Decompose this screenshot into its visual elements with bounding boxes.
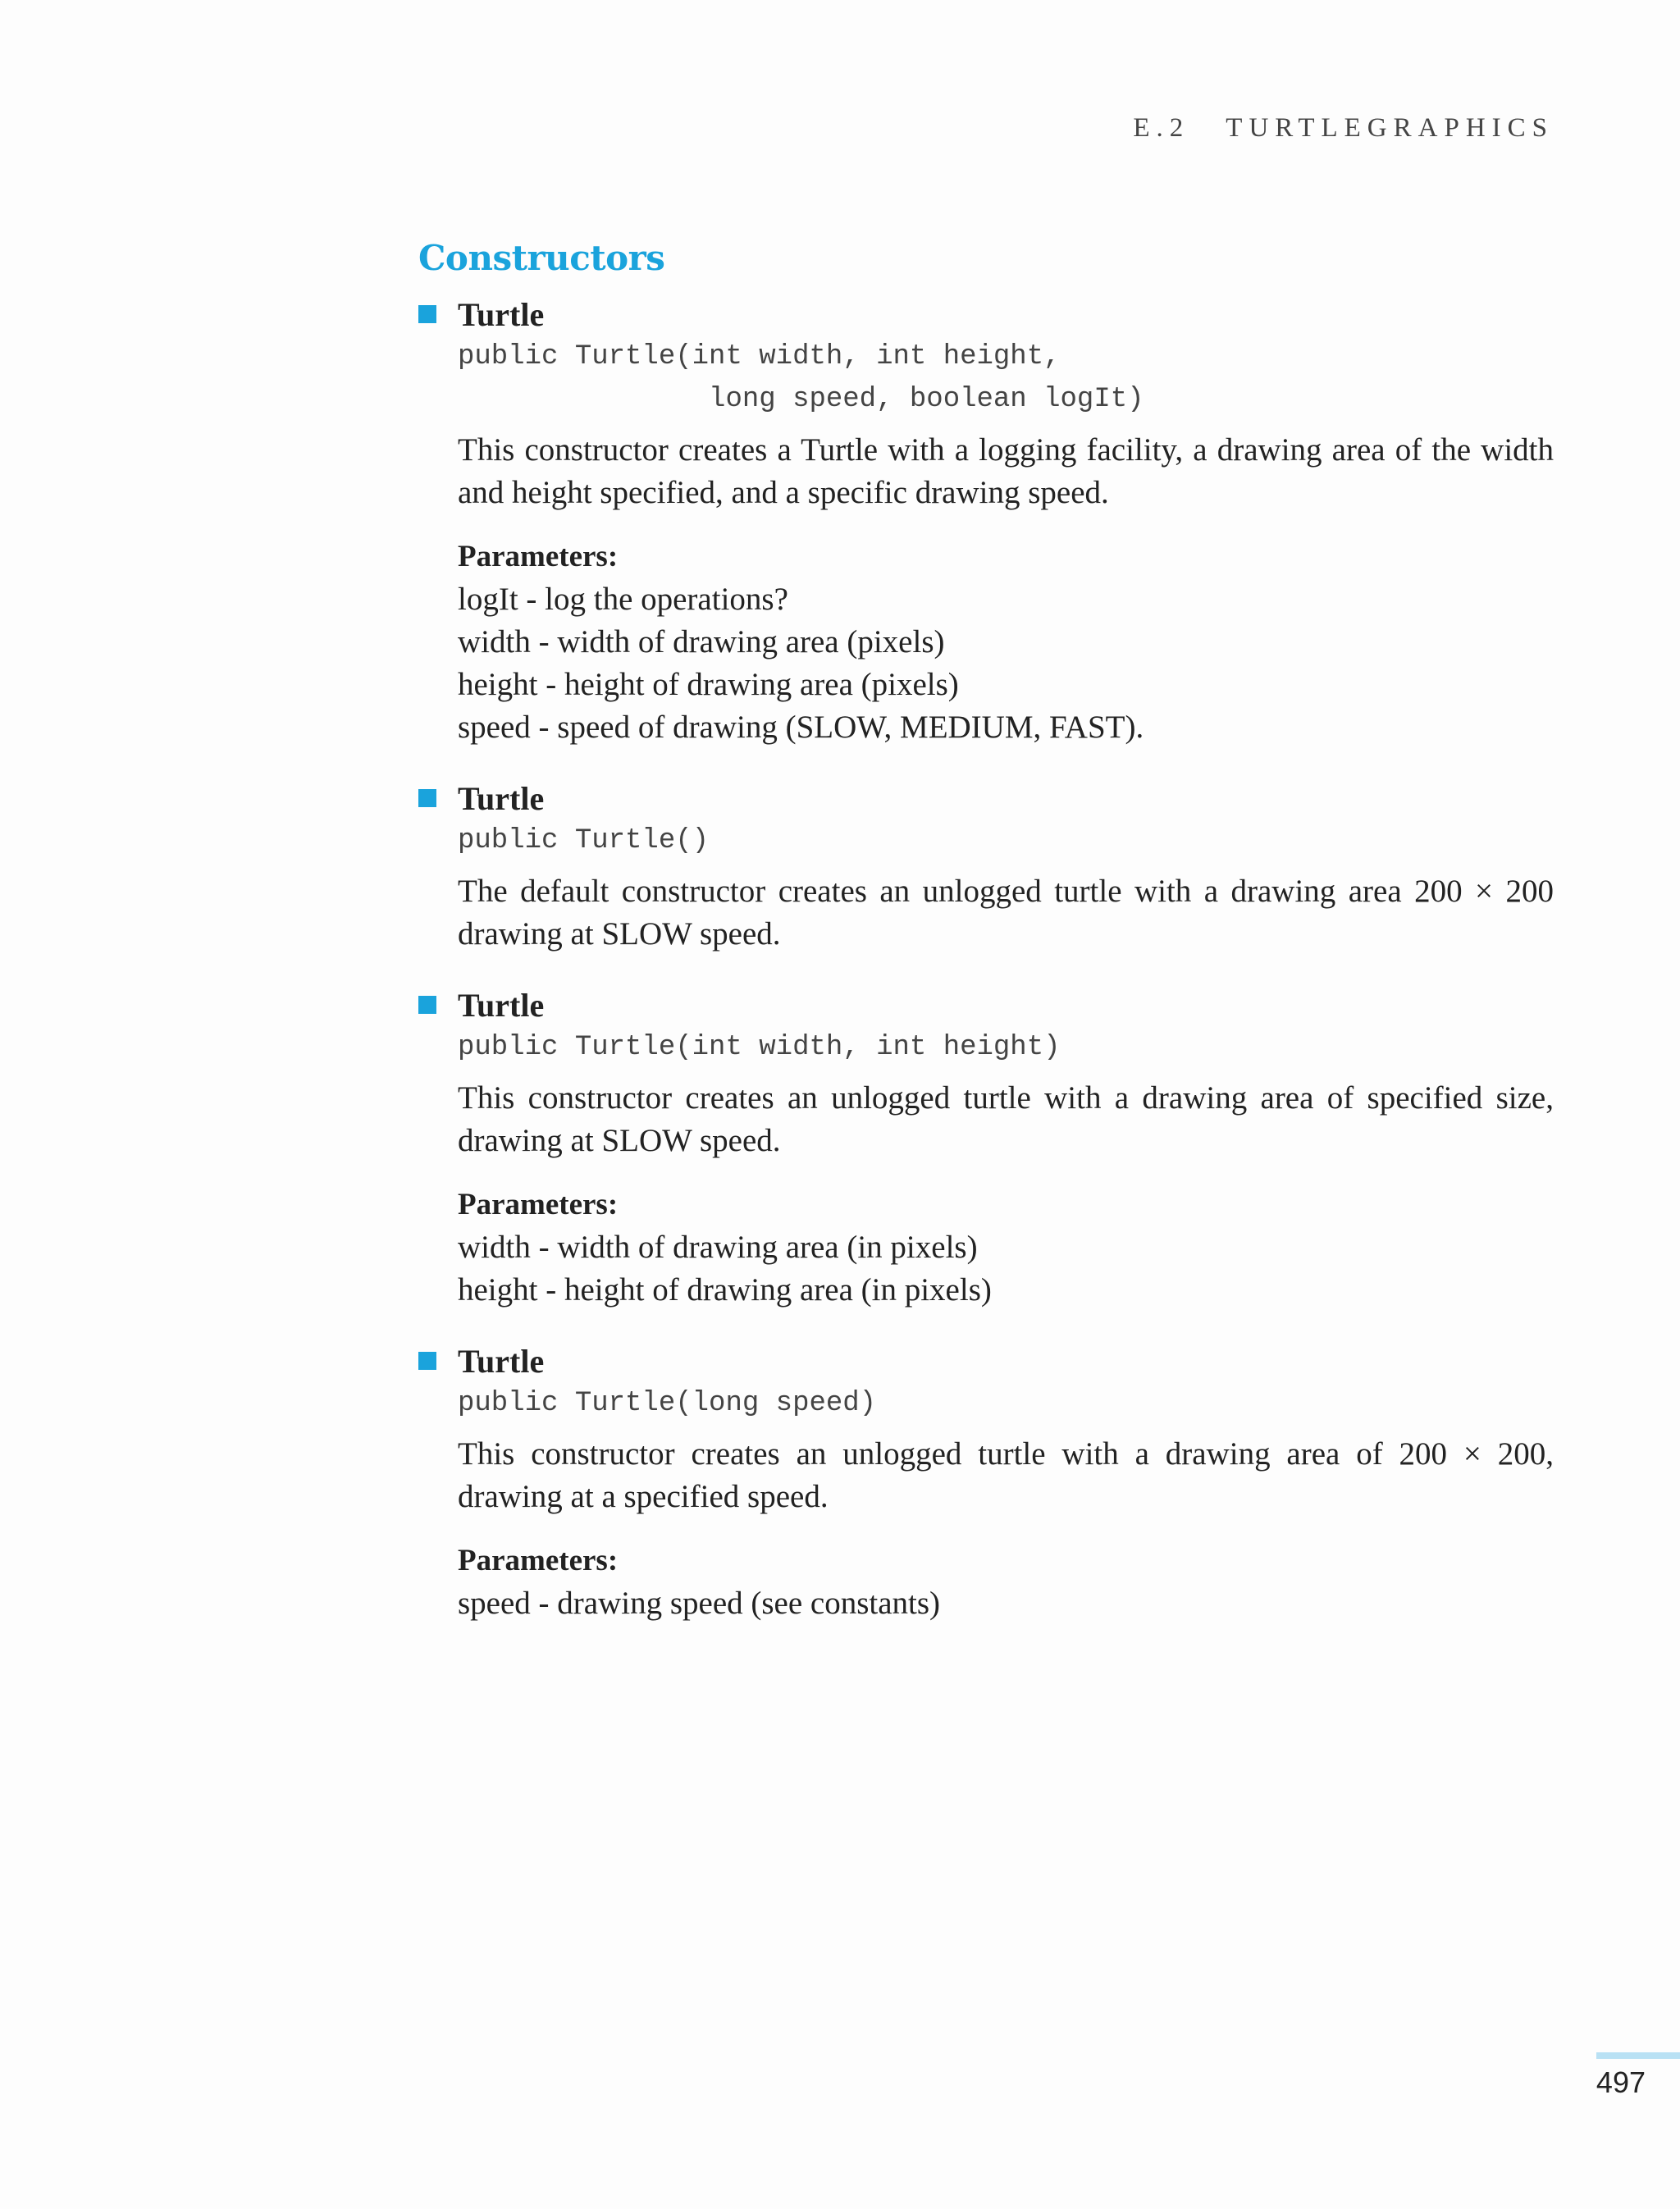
entry-name: Turtle [458,295,545,333]
code-signature-line: public Turtle(int width, int height, [458,341,1061,372]
parameter-line: speed - drawing speed (see constants) [458,1586,941,1621]
entry-description: This constructor creates a Turtle with a logging facility, a drawing area of the width and height specified, and a specific drawing speed. [458,432,1554,510]
constructor-entry [418,984,1554,1312]
page-number: 497 [1596,2065,1646,2099]
square-bullet-icon [418,1352,436,1370]
entry-name: Turtle [458,1342,545,1380]
entry-body [418,1382,1554,1625]
page-content [418,238,1554,1653]
entry-name: Turtle [458,779,545,817]
parameter-line: logIt - log the operations? [458,582,788,617]
entry-description: This constructor creates an unlogged turtle with a drawing area of 200 × 200, drawing at a specified speed. [458,1436,1554,1514]
code-signature-line: public Turtle() [458,825,710,856]
section-running-title: TURTLEGRAPHICS [1226,113,1554,143]
code-signature-line: long speed, boolean logIt) [458,384,1144,415]
constructor-entry [418,1340,1554,1625]
parameters-label: Parameters: [458,1544,619,1577]
entry-header [418,293,1554,335]
entry-header [418,777,1554,819]
entry-header [418,984,1554,1026]
section-heading: Constructors [418,238,665,278]
section-number: E.2 [1133,113,1190,143]
square-bullet-icon [418,996,436,1014]
entry-body [418,335,1554,749]
parameter-line: height - height of drawing area (pixels) [458,667,959,702]
page-number-rule [1596,2052,1680,2059]
entry-description: This constructor creates an unlogged turtle with a drawing area of specified size, drawing at SLOW speed. [458,1080,1554,1158]
entry-description: The default constructor creates an unlogged turtle with a drawing area 200 × 200 drawing at SLOW speed. [458,874,1554,952]
entry-name: Turtle [458,986,545,1024]
parameters-label: Parameters: [458,540,619,573]
code-signature-line: public Turtle(long speed) [458,1388,877,1419]
constructor-entry [418,293,1554,749]
square-bullet-icon [418,789,436,807]
parameter-line: width - width of drawing area (in pixels) [458,1230,978,1265]
parameter-line: width - width of drawing area (pixels) [458,624,945,660]
entry-body [418,1026,1554,1312]
entry-body [418,819,1554,956]
code-signature-line: public Turtle(int width, int height) [458,1032,1061,1063]
parameters-label: Parameters: [458,1188,619,1221]
entry-header [418,1340,1554,1382]
parameter-line: height - height of drawing area (in pixels) [458,1272,992,1308]
square-bullet-icon [418,305,436,323]
parameter-line: speed - speed of drawing (SLOW, MEDIUM, FAST). [458,710,1144,745]
running-head [1133,113,1554,144]
constructor-entry [418,777,1554,956]
